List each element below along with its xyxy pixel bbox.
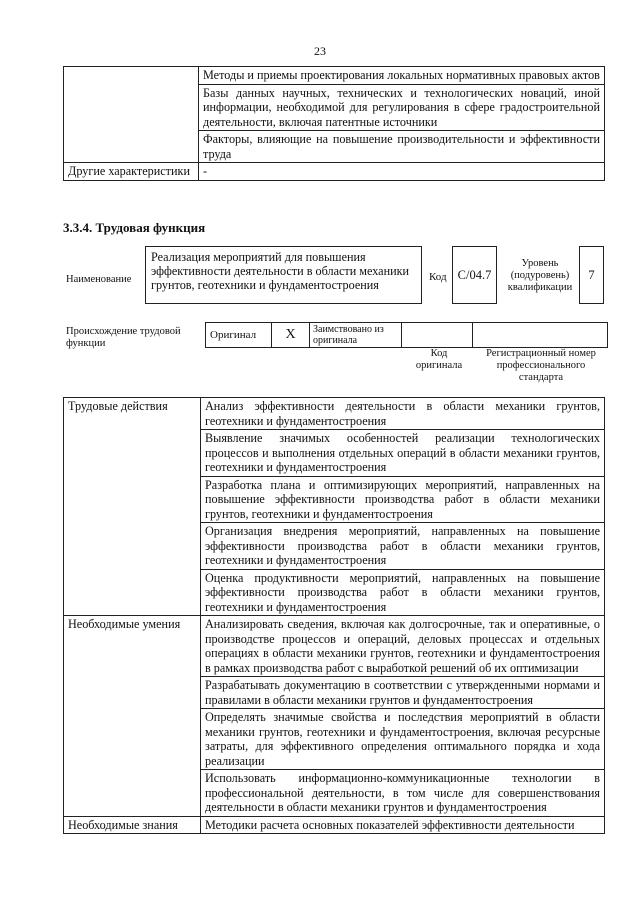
top-table bbox=[63, 66, 605, 181]
table-cell: Базы данных научных, технических и технологических новаций, иной информации, необходимой для регулирования в сфере градостроительной деятельности, включая патентные источники bbox=[199, 84, 605, 131]
original-label: Оригинал bbox=[206, 323, 272, 347]
table-cell: Факторы, влияющие на повышение производительности и эффективности труда bbox=[199, 131, 605, 163]
table-cell: - bbox=[199, 163, 605, 181]
table-cell: Выявление значимых особенностей реализации технологических процессов и выполнения отдельных операций в области механики грунтов, геотехники и фундаментостроения bbox=[201, 430, 605, 477]
code-value: C/04.7 bbox=[452, 246, 497, 304]
reg-number-caption: Регистрационный номер профессионального стандарта bbox=[486, 348, 596, 383]
page-number: 23 bbox=[314, 44, 326, 58]
section-label: Трудовые действия bbox=[64, 398, 201, 616]
other-characteristics-label: Другие характеристики bbox=[64, 163, 199, 181]
main-table bbox=[63, 397, 605, 834]
table-cell: Разрабатывать документацию в соответствии с утвержденными нормами и правилами в области механики грунтов и фундаментостроения bbox=[201, 677, 605, 709]
table-row bbox=[64, 616, 605, 677]
table-row bbox=[64, 398, 605, 430]
table-cell: Анализ эффективности деятельности в области механики грунтов, геотехники и фундаментостроения bbox=[201, 398, 605, 430]
name-label: Наименование bbox=[66, 274, 132, 285]
section-heading: 3.3.4. Трудовая функция bbox=[63, 220, 206, 235]
level-value: 7 bbox=[579, 246, 604, 304]
table-cell: Методы и приемы проектирования локальных нормативных правовых актов bbox=[199, 67, 605, 85]
origin-box bbox=[205, 322, 608, 348]
table-cell: Разработка плана и оптимизирующих мероприятий, направленных на повышение эффективности производства работ в области механики грунтов, геотехники и фундаментостроения bbox=[201, 476, 605, 523]
table-cell-empty bbox=[64, 67, 199, 163]
section-label: Необходимые умения bbox=[64, 616, 201, 817]
table-cell: Оценка продуктивности мероприятий, направленных на повышение эффективности производства работ в области механики грунтов, геотехники и фундаментостроения bbox=[201, 569, 605, 616]
table-row bbox=[64, 163, 605, 181]
code-label: Код bbox=[429, 271, 447, 283]
table-cell: Определять значимые свойства и последствия мероприятий в области механики грунтов, геотехники и фундаментостроения, включая ресурсные затраты, для эффективного определения оптимального порядка и хода реализации bbox=[201, 709, 605, 770]
reg-number-cell bbox=[473, 323, 607, 347]
borrowed-label: Заимствовано из оригинала bbox=[310, 323, 402, 347]
origin-label: Происхождение трудовой функции bbox=[66, 326, 181, 349]
table-row bbox=[64, 67, 605, 85]
original-mark: X bbox=[272, 323, 310, 347]
table-cell: Анализировать сведения, включая как долгосрочные, так и оперативные, о производстве процессов и операций, деловых процессах и отдельных операциях в области механики грунтов, геотехники и фундаментостроения в рамках производства работ с выработкой решений об их оптимизации bbox=[201, 616, 605, 677]
code-original-caption: Код оригинала bbox=[415, 348, 463, 371]
function-name-box: Реализация мероприятий для повышения эффективности деятельности в области механики грунтов, геотехники и фундаментостроения bbox=[145, 246, 422, 304]
level-label: Уровень (подуровень) квалификации bbox=[507, 258, 573, 293]
table-cell: Использовать информационно-коммуникационные технологии в профессиональной деятельности, в том числе для совершенствования деятельности в области механики грунтов и фундаментостроения bbox=[201, 770, 605, 817]
table-cell: Организация внедрения мероприятий, направленных на повышение эффективности производства работ в области механики грунтов, геотехники и фундаментостроения bbox=[201, 523, 605, 570]
code-original-cell bbox=[402, 323, 473, 347]
section-label: Необходимые знания bbox=[64, 816, 201, 834]
table-row bbox=[64, 816, 605, 834]
table-cell: Методики расчета основных показателей эффективности деятельности bbox=[201, 816, 605, 834]
